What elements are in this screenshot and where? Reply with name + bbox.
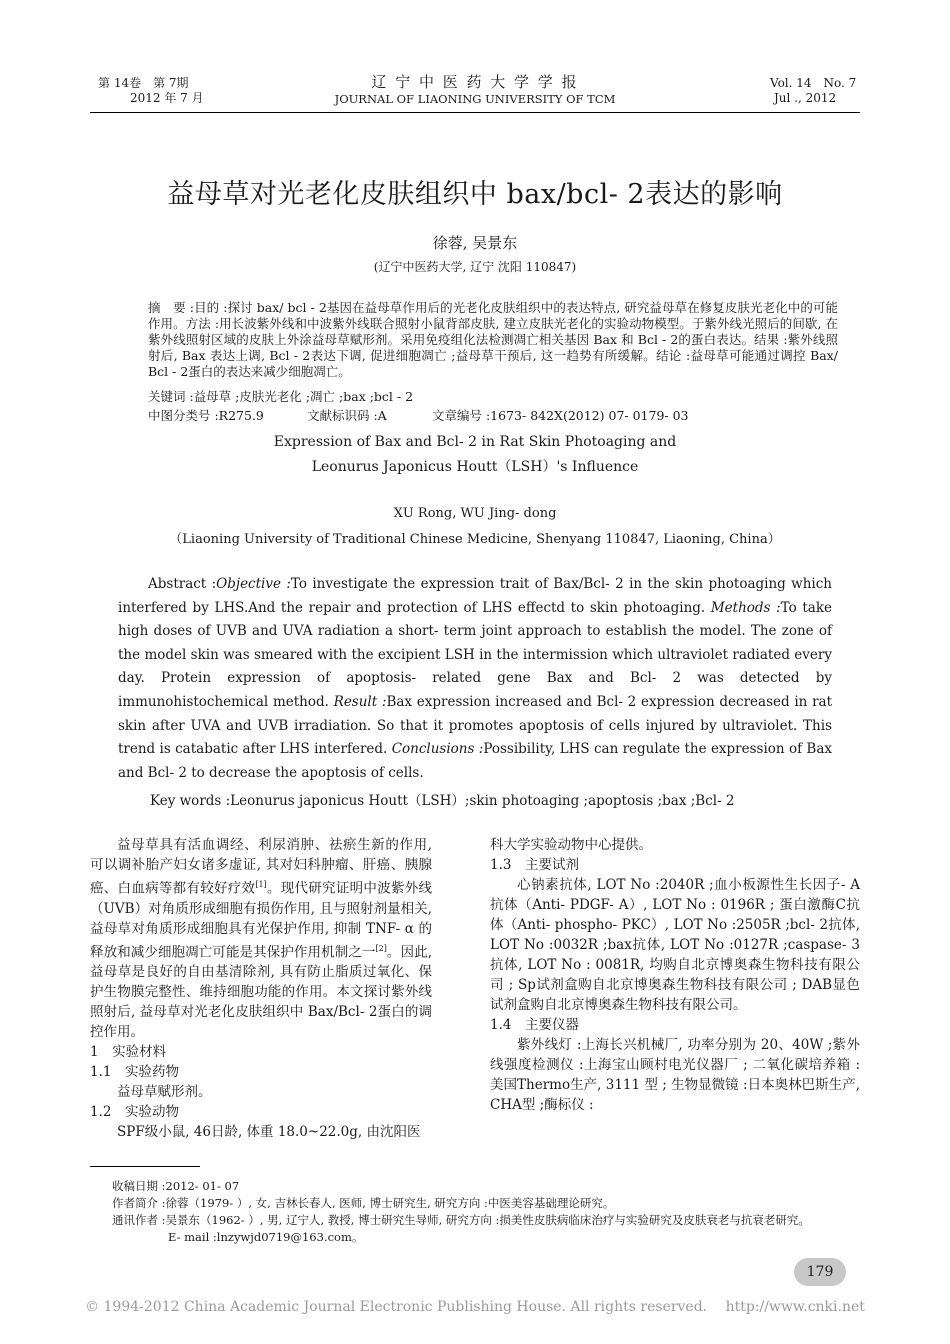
copyright-footer: © 1994-2012 China Academic Journal Electronic Publishing House. All rights reserved. http://www.cnki.net bbox=[85, 1299, 865, 1315]
footnote-author-bio: 作者简介 :徐蓉（1979- ）, 女, 吉林长春人, 医师, 博士研究生, 研究方向 :中医美容基础理论研究。 bbox=[112, 1196, 615, 1210]
abstract-en bbox=[118, 573, 832, 785]
conclusions-text: Possibility, LHS can regulate the expression of Bax and Bcl- 2 to decrease the apoptosis of cells. bbox=[118, 741, 833, 781]
methods-text: To take high doses of UVB and UVA radiation a short- term joint approach to establish the model. The zone of the model skin was smeared with the excipient LSH in the intermission which ultraviolet radiated every day. Protein expression of apoptosis- related gene Bax and Bcl- 2 was detected by immunohistochemical method. bbox=[118, 599, 832, 710]
result-label: Result : bbox=[333, 693, 387, 710]
ref-2: [2] bbox=[375, 943, 387, 953]
authors-cn: 徐蓉, 吴景东 bbox=[432, 234, 518, 252]
intro-part-b: 。现代研究证明中波紫外线（UVB）对角质形成细胞有损伤作用, 且与照射剂量相关, 益母草对角质形成细胞具有光保护作用, 抑制 TNF- α 的释放和减少细胞凋亡可能是其保护作用机制之一 bbox=[90, 880, 432, 960]
section-1-2-text: SPF级小鼠, 46日龄, 体重 18.0~22.0g, 由沈阳医 bbox=[117, 1124, 421, 1140]
issue-volume: 第 14卷 第 7期 bbox=[98, 76, 189, 90]
journal-name-en: JOURNAL OF LIAONING UNIVERSITY OF TCM bbox=[334, 92, 616, 106]
article-title: 益母草对光老化皮肤组织中 bax/bcl- 2表达的影响 bbox=[167, 179, 783, 210]
issue-date-en: Jul ., 2012 bbox=[774, 91, 837, 105]
doc-code-cn: 文献标识码 :A bbox=[307, 408, 387, 423]
intro-paragraph bbox=[90, 835, 432, 1042]
footnotes bbox=[112, 1178, 872, 1246]
title-en bbox=[0, 430, 950, 480]
section-1-3-text: 心钠素抗体, LOT No :2040R ;血小板源性生长因子- A抗体（Anti- PDGF- A）, LOT No : 0196R ; 蛋白激酶C抗体（Anti- phospho- PKC）, LOT No :2505R ;bcl- 2抗体, LOT No :0032R ;bax抗体, LOT No :0127R ;caspase- 3 抗体, LOT No : 0081R, 均购自北京博奥森生物科技有限公司 ; Sp试剂盒购自北京博奥森生物科技有限公司 ; DAB显色试剂盒购自北京博奥森生物科技有限公司。 bbox=[490, 877, 860, 1013]
section-1-3-heading: 1.3 主要试剂 bbox=[490, 857, 579, 873]
abstract-cn: 摘 要 :目的 :探讨 bax/ bcl - 2基因在益母草作用后的光老化皮肤组织中的表达特点, 研究益母草在修复皮肤光老化中的可能作用。方法 :用长波紫外线和中波紫外线联合照射小鼠背部皮肤, 建立皮肤光老化的实验动物模型。于紫外线光照后的间歇, 在紫外线照射区域的皮肤上外涂益母草赋形剂。采用免疫组化法检测凋亡相关基因 Bax 和 Bcl - 2的蛋白表达。结果 :紫外线照射后, Bax 表达上调, Bcl - 2表达下调, 促进细胞凋亡 ;益母草干预后, 这一趋势有所缓解。结论 :益母草可能通过调控 Bax/ Bcl - 2蛋白的表达来减少细胞凋亡。 bbox=[148, 300, 838, 379]
affiliation-en: （Liaoning University of Traditional Chinese Medicine, Shenyang 110847, Liaoning, China） bbox=[169, 532, 781, 547]
issue-date: 2012 年 7 月 bbox=[130, 91, 204, 105]
issue-info-en bbox=[770, 76, 856, 106]
keywords-cn: 关键词 :益母草 ;皮肤光老化 ;凋亡 ;bax ;bcl - 2 bbox=[148, 389, 414, 404]
intro-part-c: 。因此, 益母草是良好的自由基清除剂, 具有防止脂质过氧化、保护生物膜完整性、维持细胞功能的作用。本文探讨紫外线照射后, 益母草对光老化皮肤组织中 Bax/Bcl- 2蛋白的调控作用。 bbox=[90, 944, 432, 1040]
page-number: 179 bbox=[794, 1258, 846, 1286]
section-1-2-heading: 1.2 实验动物 bbox=[90, 1104, 179, 1120]
body-right-column bbox=[490, 835, 860, 1115]
body-left-column bbox=[90, 835, 432, 1142]
ref-1: [1] bbox=[255, 880, 267, 889]
classification-cn: 中图分类号 :R275.9 bbox=[148, 408, 264, 423]
objective-text: To investigate the expression trait of Bax/Bcl- 2 in the skin photoaging which interfered by LHS.And the repair and protection of LHS effectd to skin photoaging. bbox=[118, 576, 832, 616]
title-en-line1: Expression of Bax and Bcl- 2 in Rat Skin Photoaging and bbox=[273, 434, 677, 450]
header-rule bbox=[90, 112, 860, 113]
result-text: Bax expression increased and Bcl- 2 expression decreased in rat skin after UVA and UVB irradiation. So that it promotes apoptosis of cells injured by ultraviolet. This trend is catabatic after LHS interfered. bbox=[118, 693, 833, 758]
abstract-en-label: Abstract : bbox=[148, 576, 217, 592]
footnote-rule bbox=[90, 1166, 200, 1167]
methods-label: Methods : bbox=[710, 599, 781, 616]
title-en-line2: Leonurus Japonicus Houtt（LSH）'s Influence bbox=[311, 459, 639, 475]
authors-en: XU Rong, WU Jing- dong bbox=[393, 506, 557, 521]
section-1-4-text: 紫外线灯 :上海长兴机械厂, 功率分别为 20、40W ;紫外线强度检测仪 :上海宝山顾村电光仪器厂 ; 二氧化碳培养箱 : 美国Thermo生产, 3111 型 ; 生物显微镜 :日本奥林巴斯生产, CHA型 ;酶标仪 : bbox=[490, 1037, 860, 1113]
section-1-2-cont: 科大学实验动物中心提供。 bbox=[490, 837, 652, 853]
section-1-1-heading: 1.1 实验药物 bbox=[90, 1064, 179, 1080]
section-1-1-text: 益母草赋形剂。 bbox=[117, 1084, 212, 1100]
footnote-corresponding: 通讯作者 :吴景东（1962- ）, 男, 辽宁人, 教授, 博士研究生导师, 研究方向 :损美性皮肤病临床治疗与实验研究及皮肤衰老与抗衰老研究。 bbox=[112, 1213, 810, 1227]
journal-name-cn: 辽 宁 中 医 药 大 学 学 报 bbox=[371, 73, 579, 91]
section-1-4-heading: 1.4 主要仪器 bbox=[490, 1017, 579, 1033]
conclusions-label: Conclusions : bbox=[391, 741, 484, 758]
objective-label: Objective : bbox=[216, 576, 291, 592]
section-1-heading: 1 实验材料 bbox=[90, 1044, 167, 1060]
keywords-en: Key words :Leonurus japonicus Houtt（LSH）;skin photoaging ;apoptosis ;bax ;Bcl- 2 bbox=[150, 793, 735, 809]
issue-volume-en: Vol. 14 No. 7 bbox=[770, 76, 857, 90]
footnote-email: E- mail :lnzywjd0719@163.com。 bbox=[168, 1230, 364, 1244]
intro-part-a: 益母草具有活血调经、利尿消肿、祛瘀生新的作用, 可以调补胎产妇女诸多虚证, 其对妇科肿瘤、肝癌、胰腺癌、白血病等都有较好疗效 bbox=[90, 837, 432, 897]
affiliation-cn: (辽宁中医药大学, 辽宁 沈阳 110847) bbox=[373, 260, 577, 274]
article-no-cn: 文章编号 :1673- 842X(2012) 07- 0179- 03 bbox=[432, 408, 689, 423]
footnote-received: 收稿日期 :2012- 01- 07 bbox=[112, 1179, 240, 1193]
